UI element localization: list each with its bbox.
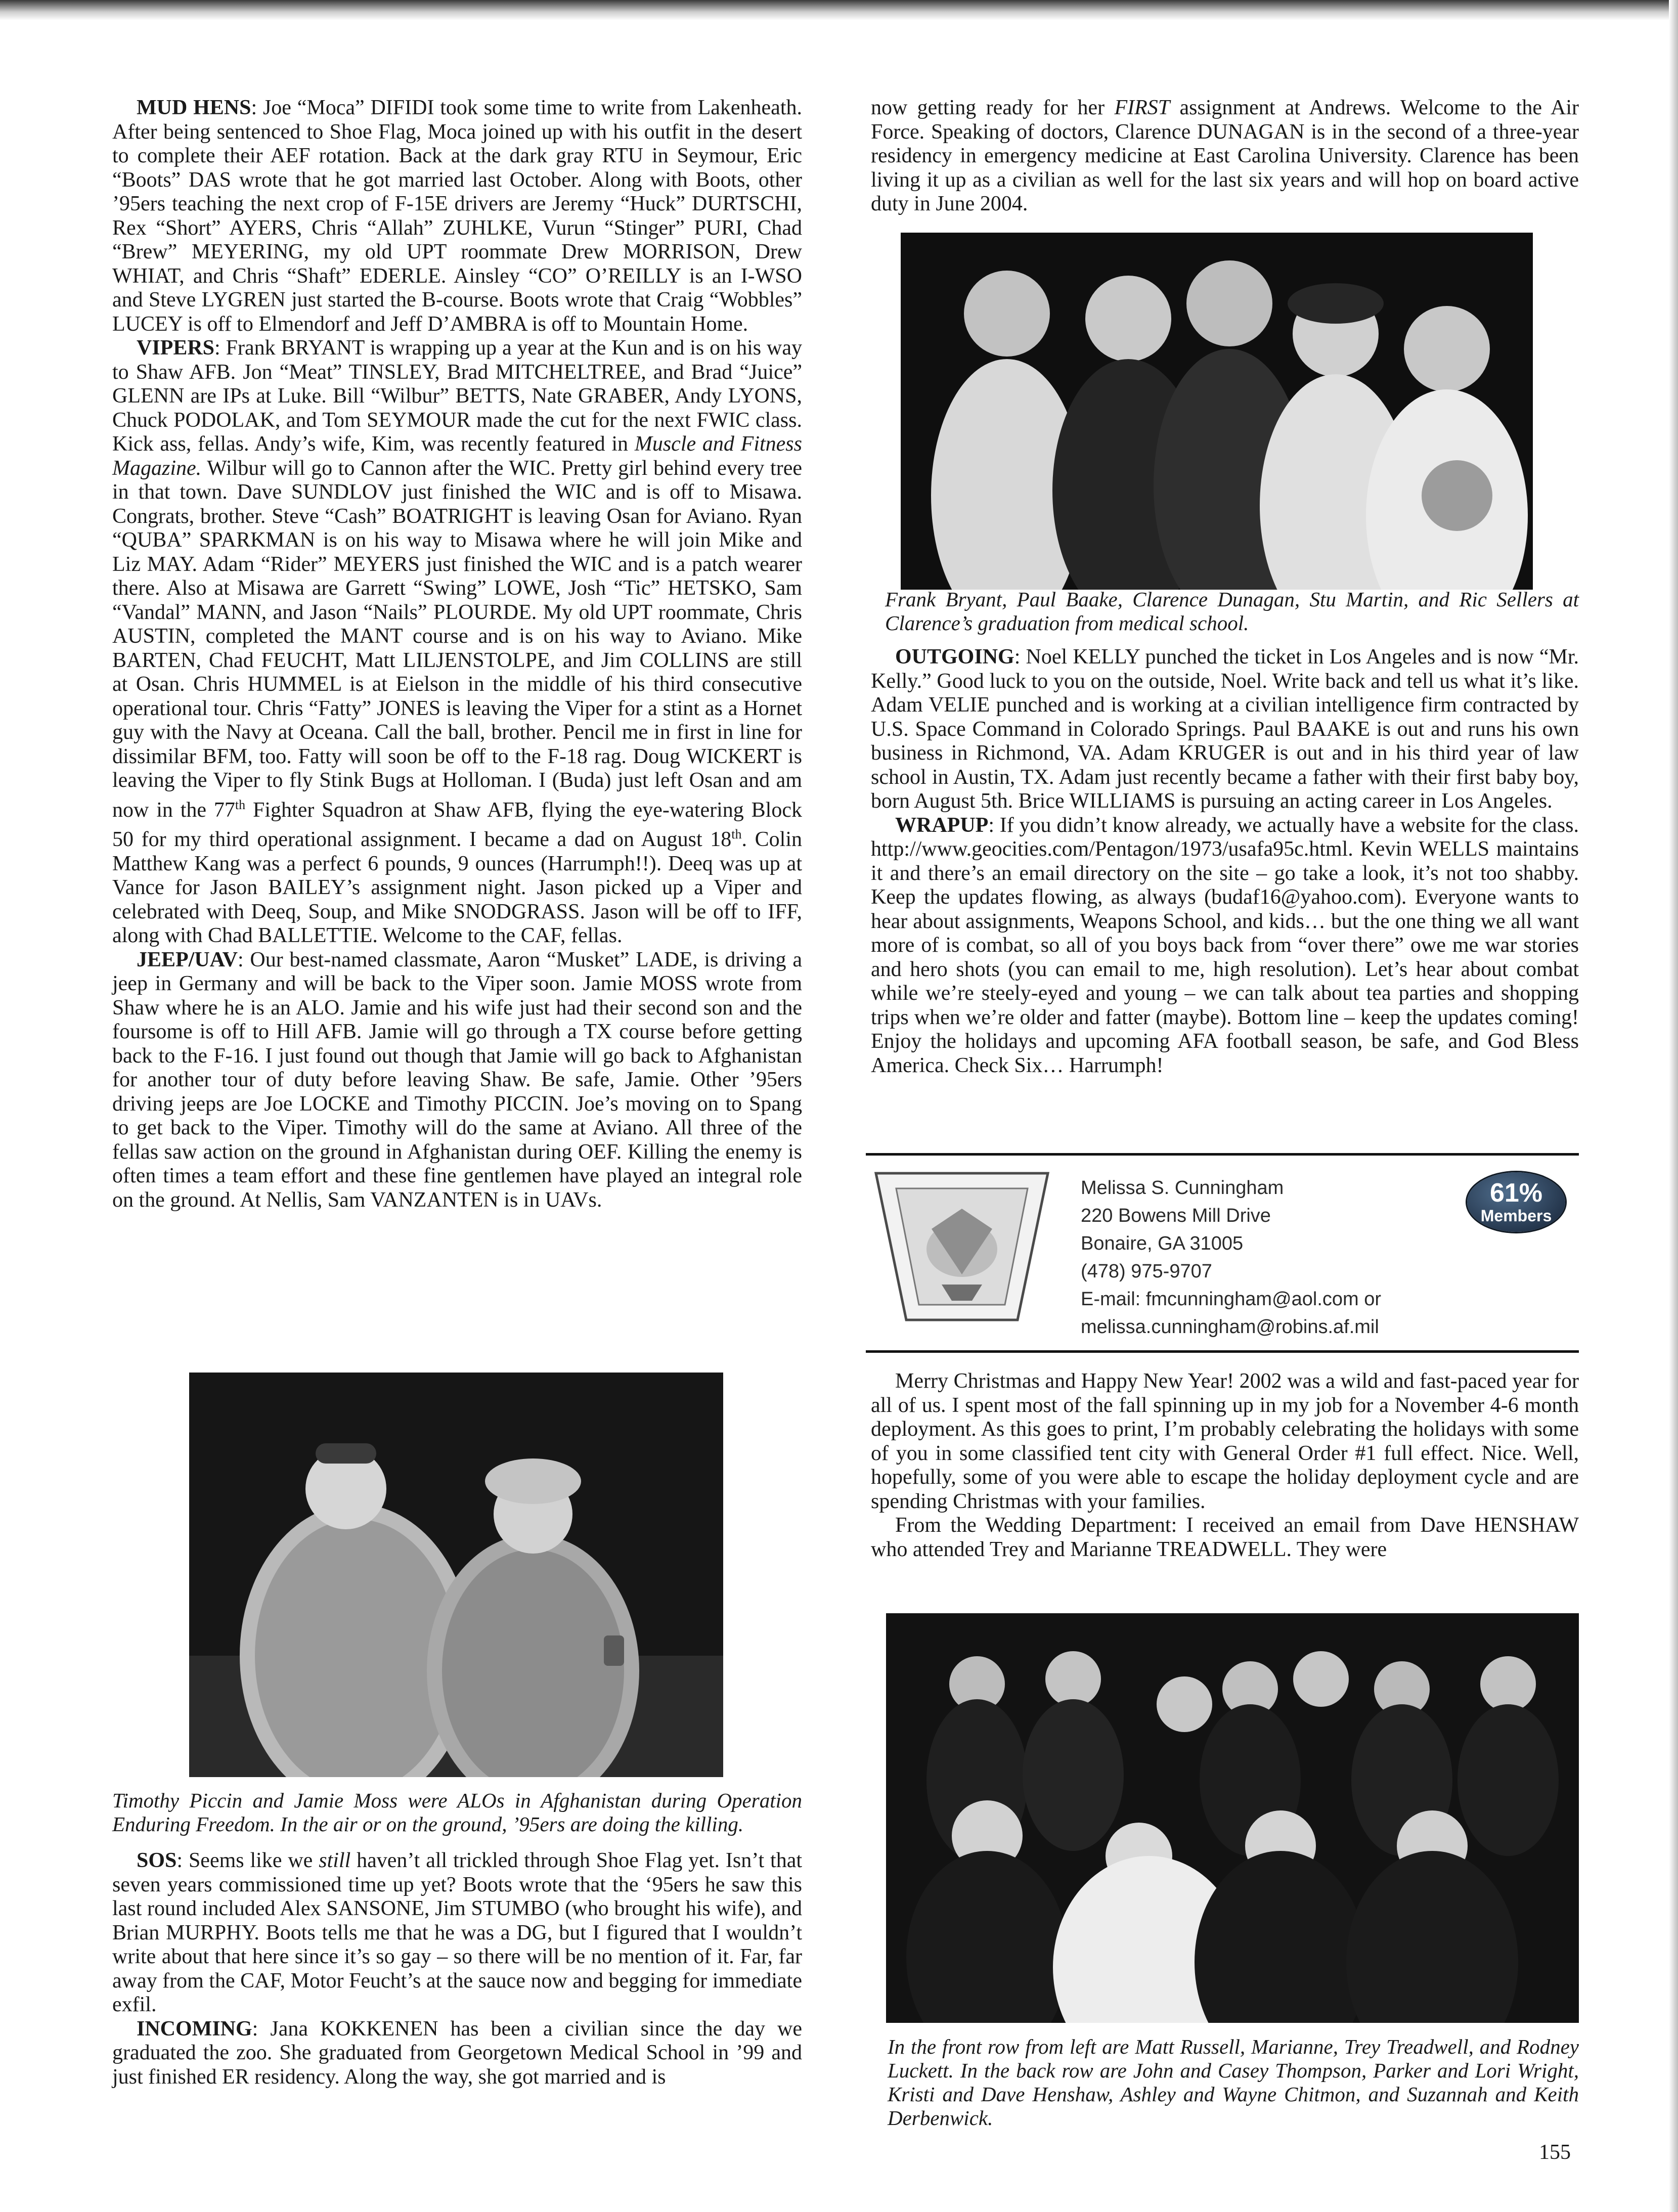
photo-graduation-group (901, 233, 1533, 590)
sos-section (112, 1849, 802, 2017)
class-secretary-contact (1081, 1174, 1381, 1341)
vipers-section (112, 336, 802, 948)
photo1-caption: Timothy Piccin and Jamie Moss were ALOs in Afghanistan during Operation Enduring Freedom. In the air or on the ground, ’95ers are doing the killing. (112, 1789, 802, 1836)
right-column-top (871, 96, 1579, 216)
photo-wedding-group (886, 1613, 1579, 2023)
section-heading: MUD HENS (137, 96, 251, 119)
superscript: th (235, 797, 246, 812)
magazine-title: Muscle and Fitness Magazine. (112, 432, 802, 480)
photo3-caption: In the front row from left are Matt Russell, Marianne, Trey Treadwell, and Rodney Luckett. In the back row are John and Casey Thompson, Parker and Lori Wright, Kristi and Dave Henshaw, Ashley and Wayne Chitmon, and Suzannah and Keith Derbenwick. (888, 2035, 1579, 2130)
section-heading: JEEP/UAV (137, 948, 238, 971)
contact-phone: (478) 975-9707 (1081, 1261, 1212, 1282)
right-column-lower (871, 1369, 1579, 1562)
section-text: haven’t all trickled through Shoe Flag yet. Isn’t that seven years commissioned time up yet? Boots wrote that the ‘95ers he saw this last round included Alex SANSONE, Jim STUMBO (who brought his wife), and Brian MURPHY. Boots tells me that he was a DG, but I figured that I wouldn’t write about that here since it’s so gay – so there will be no mention of it. Far, far away from the CAF, Motor Feucht’s at the sauce now and begging for immediate exfil. (112, 1849, 802, 2016)
superscript: th (731, 827, 742, 842)
section-text: . Colin Matthew Kang was a perfect 6 pounds, 9 ounces (Harrumph!!). Deeq was up at Vance for Jason BAILEY’s assignment night. Jason picked up a Viper and celebrated with Deeq, Soup, and Mike SNODGRASS. Jason will be off to IFF, along with Chad BALLETTIE. Welcome to the CAF, fellas. (112, 828, 802, 947)
section-heading: INCOMING (137, 2017, 252, 2041)
section-heading: OUTGOING (895, 645, 1014, 669)
class-crest-emblem (866, 1168, 1058, 1330)
section-divider-bottom (866, 1350, 1579, 1353)
mud-hens-section (112, 96, 802, 336)
section-text: : Noel KELLY punched the ticket in Los Angeles and is now “Mr. Kelly.” Good luck to you on the outside, Noel. Write back and tell us what it’s like. Adam VELIE punched and is working at a civilian intelligence firm contracted by U.S. Space Command in Colorado Springs. Paul BAAKE is out and runs his own business in Richmond, VA. Adam KRUGER is out and in his third year of law school in Austin, TX. Adam just recently became a father with their first baby boy, born August 5th. Brice WILLIAMS is pursuing an acting career in Los Angeles. (871, 645, 1579, 813)
scan-edge-top (0, 0, 1678, 20)
membership-badge (1467, 1172, 1565, 1232)
section-text: : Our best-named classmate, Aaron “Musket” LADE, is driving a jeep in Germany and will be back to the Viper soon. Jamie MOSS wrote from Shaw where he is an ALO. Jamie and his wife just had their second son and the foursome is off to Hill AFB. Jamie will go through a TX course before getting back to the F-16. I just found out though that Jamie will go back to Afghanistan for another tour of duty before leaving Shaw. Be safe, Jamie. Other ’95ers driving jeeps are Joe LOCKE and Timothy PICCIN. Joe’s moving on to Spang to get back to the Viper. Timothy will do the same at Aviano. All three of the fellas saw action on the ground in Afghanistan during OEF. Killing the enemy is often times a team effort and these fine gentlemen have played an integral role on the ground. At Nellis, Sam VANZANTEN is in UAVs. (112, 948, 802, 1212)
section-text: : Jana KOKKENEN has been a civilian since the day we graduated the zoo. She graduated from Georgetown Medical School in ’99 and just finished ER residency. Along the way, she got married and is (112, 2017, 802, 2089)
wrapup-section (871, 814, 1579, 1078)
scan-edge-right (1669, 0, 1678, 2212)
section-text: : If you didn’t know already, we actually have a website for the class. http://www.geocities.com/Pentagon/1973/usafa95c.html. Kevin WELLS maintains it and there’s an email directory on the site – go take a look, it’s not too shabby. Keep the updates flowing, as always (budaf16@yahoo.com). Everyone wants to hear about assignments, Weapons School, and kids… but the one thing we all want more of is combat, so all of you boys back from “over there” owe me war stories and hero shots (you can email to me, high resolution). Let’s hear about combat while we’re steely-eyed and young – we can talk about tea parties and shopping trips when we’re older and fatter (maybe). Bottom line – keep the updates coming! Enjoy the holidays and upcoming AFA football season, be safe, and God Bless America. Check Six… Harrumph! (871, 813, 1579, 1077)
section-text: : Seems like we (176, 1849, 319, 1872)
jeep-uav-section (112, 948, 802, 1213)
section-text: Fighter Squadron at Shaw AFB, flying the eye-watering Block 50 for my third operational assignment. I became a dad on August 18 (112, 798, 802, 851)
emphasis-word: still (319, 1849, 351, 1872)
membership-label: Members (1480, 1207, 1552, 1225)
section-text: : Frank BRYANT is wrapping up a year at the Kun and is on his way to Shaw AFB. Jon “Meat” TINSLEY, Brad MITCHELTREE, and Brad “Juice” GLENN are IPs at Luke. Bill “Wilbur” BETTS, Nate GRABER, Andy LYONS, Chuck PODOLAK, and Tom SEYMOUR made the cut for the next FWIC class. Kick ass, fellas. Andy’s wife, Kim, was recently featured in (112, 336, 802, 456)
contact-email-1[interactable]: E-mail: fmcunningham@aol.com or (1081, 1289, 1382, 1310)
contact-city: Bonaire, GA 31005 (1081, 1233, 1244, 1254)
membership-percent: 61% (1489, 1178, 1543, 1208)
contact-name: Melissa S. Cunningham (1081, 1177, 1284, 1199)
outgoing-section (871, 645, 1579, 814)
section-heading: SOS (137, 1849, 177, 1872)
page-number: 155 (1539, 2141, 1571, 2164)
photo-piccin-moss (189, 1373, 723, 1777)
contact-email-2[interactable]: melissa.cunningham@robins.af.mil (1081, 1316, 1379, 1338)
section-heading: WRAPUP (895, 813, 989, 837)
section-text: assignment at Andrews. Welcome to the Air Force. Speaking of doctors, Clarence DUNAGAN is in the second of a three-year residency in emergency medicine at East Carolina University. Clarence has been living it up as a civilian as well for the last six years and will hop on board active duty in June 2004. (871, 96, 1579, 215)
emphasis-word: FIRST (1114, 96, 1170, 119)
wedding-paragraph: From the Wedding Department: I received an email from Dave HENSHAW who attended Trey and Marianne TREADWELL. They were (871, 1514, 1579, 1561)
section-text: Wilbur will go to Cannon after the WIC. Pretty girl behind every tree in that town. Dave SUNDLOV just finished the WIC and is off to Misawa. Congrats, brother. Steve “Cash” BOATRIGHT is leaving Osan for Aviano. Ryan “QUBA” SPARKMAN is on his way to Misawa where he will join Mike and Liz MAY. Adam “Rider” MEYERS just finished the WIC and is a patch wearer there. Also at Misawa are Garrett “Swing” LOWE, Josh “Tic” HETSKO, Sam “Vandal” MANN, and Jason “Nails” PLOURDE. My old UPT roommate, Chris AUSTIN, completed the MANT course and is on his way to Aviano. Mike BARTEN, Chad FEUCHT, Matt LILJENSTOLPE, and Jim COLLINS are still at Osan. Chris HUMMEL is at Eielson in the middle of his third consecutive operational tour. Chris “Fatty” JONES is leaving the Viper for a stint as a Hornet guy with the Navy at Oceana. Call the ball, brother. Pencil me in first in line for dissimilar BFM, too. Fatty will soon be off to the F-18 rag. Doug WICKERT is leaving the Viper to fly Stink Bugs at Holloman. I (Buda) just left Osan and am now in the 77 (112, 456, 802, 822)
left-column (112, 96, 802, 1212)
incoming-section (112, 2017, 802, 2090)
photo2-caption: Frank Bryant, Paul Baake, Clarence Dunagan, Stu Martin, and Ric Sellers at Clarence’s graduation from medical school. (885, 588, 1579, 635)
section-text: now getting ready for her (871, 96, 1115, 119)
merry-christmas-paragraph: Merry Christmas and Happy New Year! 2002 was a wild and fast-paced year for all of us. I spent most of the fall spinning up in my job for a November 4-6 month deployment. As this goes to print, I’m probably celebrating the holidays with some of you in some classified tent city with General Order #1 full effect. Nice. Well, hopefully, some of you were able to escape the holiday deployment cycle and are spending Christmas with your families. (871, 1369, 1579, 1513)
section-divider-top (866, 1153, 1579, 1156)
right-column-middle (871, 645, 1579, 1078)
contact-street: 220 Bowens Mill Drive (1081, 1205, 1271, 1226)
left-column-bottom (112, 1849, 802, 2089)
section-heading: VIPERS (137, 336, 215, 360)
incoming-continued (871, 96, 1579, 216)
section-text: : Joe “Moca” DIFIDI took some time to write from Lakenheath. After being sentenced to Shoe Flag, Moca joined up with his outfit in the desert to complete their AEF rotation. Back at the dark gray RTU in Seymour, Eric “Boots” DAS wrote that he got married last October. Along with Boots, other ’95ers teaching the next crop of F-15E drivers are Jeremy “Huck” DURTSCHI, Rex “Short” AYERS, Chris “Allah” ZUHLKE, Vurun “Stinger” PURI, Chad “Brew” MEYERING, my old UPT roommate Drew MORRISON, Drew WHIAT, and Chris “Shaft” EDERLE. Ainsley “CO” O’REILLY is an I-WSO and Steve LYGREN just started the B-course. Boots wrote that Craig “Wobbles” LUCEY is off to Elmendorf and Jeff D’AMBRA is off to Mountain Home. (112, 96, 802, 336)
